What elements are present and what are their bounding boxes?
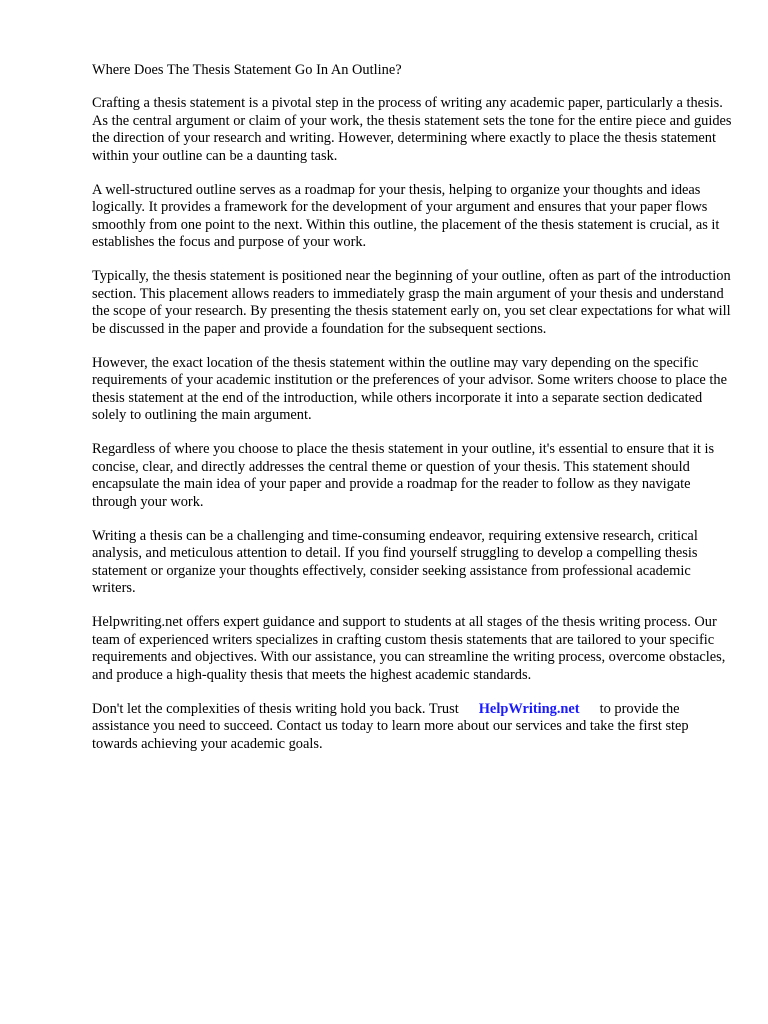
document-title: Where Does The Thesis Statement Go In An Outline? (92, 62, 402, 78)
paragraph-3: Typically, the thesis statement is positioned near the beginning of your outline, often as part of the introduction section. This placement allows readers to immediately grasp the main argument of your thesis and understand the scope of your research. By presenting the thesis statement early on, you set clear expectations for what will be discussed in the paper and provide a foundation for the subsequent sections. (92, 268, 731, 337)
closing-text-before-link: Don't let the complexities of thesis writing hold you back. Trust (92, 700, 459, 717)
helpwriting-link[interactable]: HelpWriting.net (478, 700, 580, 717)
paragraph-2: A well-structured outline serves as a roadmap for your thesis, helping to organize your thoughts and ideas logically. It provides a framework for the development of your argument and ensures that your paper flows smoothly from one point to the next. Within this outline, the placement of the thesis statement is crucial, as it establishes the focus and purpose of your work. (92, 181, 720, 250)
paragraph-4: However, the exact location of the thesis statement within the outline may vary depending on the specific requirements of your academic institution or the preferences of your advisor. Some writers choose to place the thesis statement at the end of the introduction, while others incorporate it into a separate section dedicated solely to outlining the main argument. (92, 354, 727, 423)
document-page (92, 62, 732, 770)
paragraph-1: Crafting a thesis statement is a pivotal step in the process of writing any academic paper, particularly a thesis. As the central argument or claim of your work, the thesis statement sets the tone for the entire piece and guides the direction of your research and writing. However, determining where exactly to place the thesis statement within your outline can be a daunting task. (92, 95, 732, 164)
paragraph-7: Helpwriting.net offers expert guidance and support to students at all stages of the thesis writing process. Our team of experienced writers specializes in crafting custom thesis statements that are tailored to your specific requirements and objectives. With our assistance, you can streamline the writing process, overcome obstacles, and produce a high-quality thesis that meets the highest academic standards. (92, 614, 726, 683)
closing-text-after-link: to provide the assistance you need to succeed. Contact us today to learn more about our services and take the first step towards achieving your academic goals. (92, 700, 689, 752)
closing-paragraph (92, 701, 732, 754)
paragraph-6: Writing a thesis can be a challenging and time-consuming endeavor, requiring extensive research, critical analysis, and meticulous attention to detail. If you find yourself struggling to develop a compelling thesis statement or organize your thoughts effectively, consider seeking assistance from professional academic writers. (92, 527, 698, 596)
paragraph-5: Regardless of where you choose to place the thesis statement in your outline, it's essential to ensure that it is concise, clear, and directly addresses the central theme or question of your thesis. This statement should encapsulate the main idea of your paper and provide a roadmap for the reader to follow as they navigate through your work. (92, 441, 715, 510)
